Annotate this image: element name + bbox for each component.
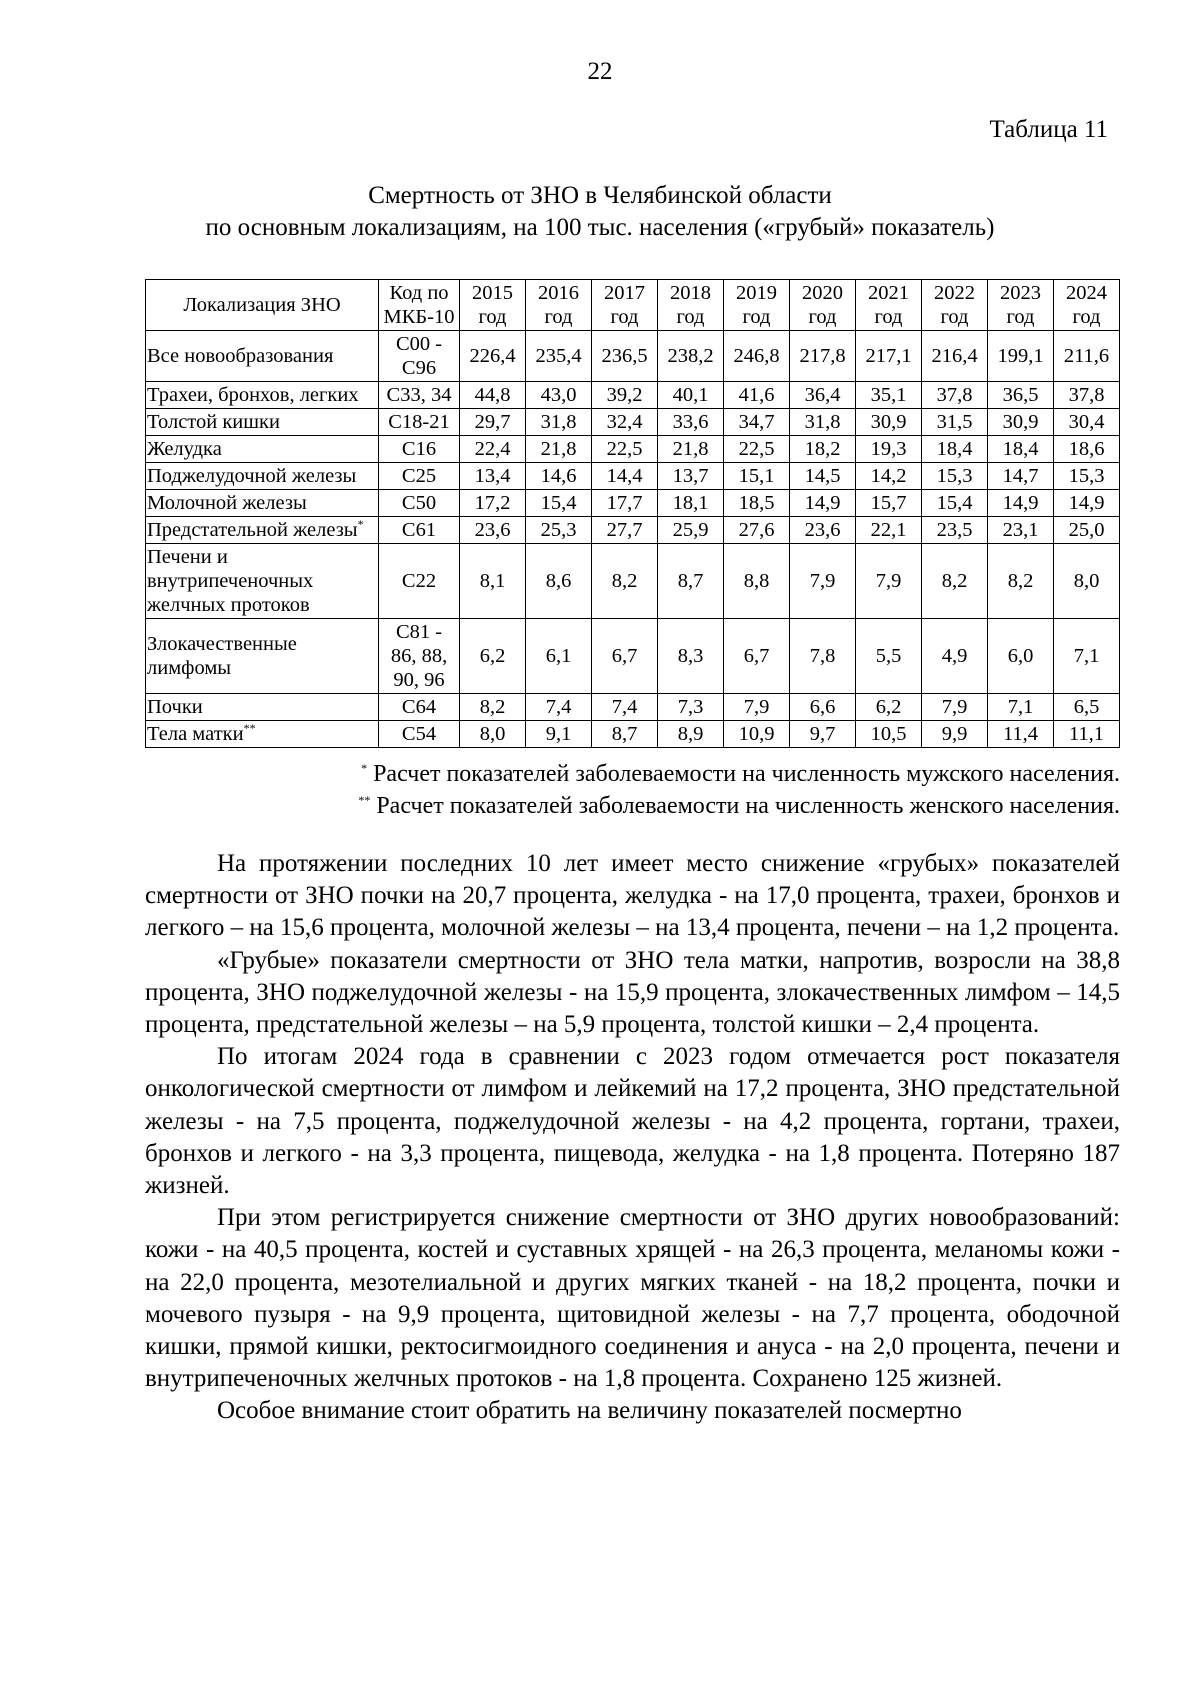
row-value: 17,7 xyxy=(592,490,658,517)
row-value: 235,4 xyxy=(526,331,592,382)
header-year-value: 2022 xyxy=(934,282,975,304)
row-localization xyxy=(146,544,379,619)
row-value: 9,7 xyxy=(790,721,856,748)
row-localization xyxy=(146,517,379,544)
row-value: 44,8 xyxy=(460,382,526,409)
row-value: 6,6 xyxy=(790,694,856,721)
header-year xyxy=(922,280,988,331)
header-row xyxy=(146,280,1120,331)
row-localization xyxy=(146,382,379,409)
row-value: 25,0 xyxy=(1054,517,1120,544)
row-value: 37,8 xyxy=(1054,382,1120,409)
row-value: 18,6 xyxy=(1054,436,1120,463)
row-value: 217,1 xyxy=(856,331,922,382)
row-value: 8,1 xyxy=(460,544,526,619)
footnote-male xyxy=(358,758,1120,790)
row-value: 7,9 xyxy=(922,694,988,721)
row-value: 14,7 xyxy=(988,463,1054,490)
header-year-value: 2015 xyxy=(472,282,513,304)
row-localization-text: Печени и внутрипеченочных желчных протоков xyxy=(147,546,314,616)
table-header xyxy=(146,280,1120,331)
header-year-value: 2024 xyxy=(1066,282,1107,304)
row-value: 6,2 xyxy=(460,619,526,694)
row-value: 6,5 xyxy=(1054,694,1120,721)
row-icd-code: С25 xyxy=(379,463,460,490)
header-year xyxy=(724,280,790,331)
table-row xyxy=(146,331,1120,382)
footnote-text: Расчет показателей заболеваемости на численность мужского населения. xyxy=(367,761,1120,787)
row-value: 9,1 xyxy=(526,721,592,748)
row-value: 15,4 xyxy=(922,490,988,517)
header-year xyxy=(1054,280,1120,331)
row-localization-text: Тела матки xyxy=(147,723,244,745)
row-value: 8,0 xyxy=(1054,544,1120,619)
row-icd-code: С54 xyxy=(379,721,460,748)
row-value: 18,5 xyxy=(724,490,790,517)
row-value: 217,8 xyxy=(790,331,856,382)
row-value: 23,6 xyxy=(790,517,856,544)
row-value: 8,6 xyxy=(526,544,592,619)
row-icd-code: С50 xyxy=(379,490,460,517)
header-year xyxy=(460,280,526,331)
header-year-value: 2020 xyxy=(802,282,843,304)
header-year-value: 2018 xyxy=(670,282,711,304)
row-value: 5,5 xyxy=(856,619,922,694)
row-value: 15,4 xyxy=(526,490,592,517)
table-row xyxy=(146,463,1120,490)
row-value: 25,3 xyxy=(526,517,592,544)
body-text xyxy=(145,848,1120,1428)
row-localization-text: Молочной железы xyxy=(147,492,307,514)
row-value: 31,8 xyxy=(526,409,592,436)
row-localization-text: Все новообразования xyxy=(147,345,334,367)
row-value: 6,1 xyxy=(526,619,592,694)
row-value: 6,2 xyxy=(856,694,922,721)
row-value: 8,7 xyxy=(592,721,658,748)
header-localization: Локализация ЗНО xyxy=(146,280,379,331)
row-icd-code: С64 xyxy=(379,694,460,721)
row-value: 8,2 xyxy=(592,544,658,619)
row-value: 27,7 xyxy=(592,517,658,544)
row-value: 14,9 xyxy=(790,490,856,517)
row-value: 22,5 xyxy=(724,436,790,463)
row-icd-code: С00 - С96 xyxy=(379,331,460,382)
row-icd-code: С18-21 xyxy=(379,409,460,436)
table-row xyxy=(146,544,1120,619)
row-value: 15,3 xyxy=(922,463,988,490)
row-localization xyxy=(146,619,379,694)
row-value: 22,4 xyxy=(460,436,526,463)
row-value: 8,2 xyxy=(922,544,988,619)
header-code-line-2: МКБ-10 xyxy=(383,306,455,328)
row-value: 4,9 xyxy=(922,619,988,694)
table-row xyxy=(146,721,1120,748)
row-value: 14,9 xyxy=(988,490,1054,517)
paragraph: «Грубые» показатели смертности от ЗНО тела матки, напротив, возросли на 38,8 процента, ЗНО поджелудочной железы - на 15,9 процента, злокачественных лимфом – 14,5 процента, предстательной железы – на 5,9 процента, толстой кишки – 2,4 процента. xyxy=(145,946,1120,1039)
row-localization xyxy=(146,463,379,490)
header-year-value: 2021 xyxy=(868,282,909,304)
header-year xyxy=(658,280,724,331)
row-icd-code: С22 xyxy=(379,544,460,619)
header-code-line-1: Код по xyxy=(389,282,449,304)
page-number: 22 xyxy=(587,58,613,85)
row-value: 18,2 xyxy=(790,436,856,463)
row-value: 14,5 xyxy=(790,463,856,490)
row-value: 29,7 xyxy=(460,409,526,436)
table-label: Таблица 11 xyxy=(989,116,1108,143)
row-value: 22,5 xyxy=(592,436,658,463)
header-year-value: 2017 xyxy=(604,282,645,304)
row-icd-code: С61 xyxy=(379,517,460,544)
row-value: 30,9 xyxy=(856,409,922,436)
header-year-value: 2016 xyxy=(538,282,579,304)
header-year xyxy=(856,280,922,331)
header-year-unit: год xyxy=(478,306,507,328)
row-value: 22,1 xyxy=(856,517,922,544)
row-value: 8,9 xyxy=(658,721,724,748)
header-year-unit: год xyxy=(808,306,837,328)
table-row xyxy=(146,517,1120,544)
row-value: 27,6 xyxy=(724,517,790,544)
footnote-text: Расчет показателей заболеваемости на численность женского населения. xyxy=(370,793,1120,819)
row-value: 41,6 xyxy=(724,382,790,409)
table-row xyxy=(146,436,1120,463)
row-value: 34,7 xyxy=(724,409,790,436)
row-localization xyxy=(146,436,379,463)
row-value: 14,2 xyxy=(856,463,922,490)
row-localization xyxy=(146,490,379,517)
row-value: 8,8 xyxy=(724,544,790,619)
table-row xyxy=(146,409,1120,436)
row-localization xyxy=(146,331,379,382)
header-year-unit: год xyxy=(1072,306,1101,328)
paragraph: По итогам 2024 года в сравнении с 2023 годом отмечается рост показателя онкологической смертности от лимфом и лейкемий на 17,2 процента, ЗНО предстательной железы - на 7,5 процента, поджелудочной железы - на 4,2 процента, гортани, трахеи, бронхов и легкого - на 3,3 процента, пищевода, желудка - на 1,8 процента. Потеряно 187 жизней. xyxy=(145,1043,1120,1200)
row-value: 15,3 xyxy=(1054,463,1120,490)
header-year xyxy=(526,280,592,331)
header-year-unit: год xyxy=(940,306,969,328)
table-title-line-1: Смертность от ЗНО в Челябинской области xyxy=(368,182,832,209)
row-value: 23,6 xyxy=(460,517,526,544)
row-localization-text: Почки xyxy=(147,696,203,718)
row-value: 36,5 xyxy=(988,382,1054,409)
row-value: 21,8 xyxy=(658,436,724,463)
row-value: 216,4 xyxy=(922,331,988,382)
row-value: 7,1 xyxy=(1054,619,1120,694)
row-value: 40,1 xyxy=(658,382,724,409)
footnotes xyxy=(358,758,1120,822)
row-icd-code: С33, 34 xyxy=(379,382,460,409)
row-value: 15,7 xyxy=(856,490,922,517)
row-value: 30,9 xyxy=(988,409,1054,436)
row-value: 14,9 xyxy=(1054,490,1120,517)
header-code xyxy=(379,280,460,331)
row-value: 8,2 xyxy=(460,694,526,721)
row-value: 7,8 xyxy=(790,619,856,694)
row-localization-text: Поджелудочной железы xyxy=(147,465,357,487)
row-value: 10,5 xyxy=(856,721,922,748)
row-value: 14,6 xyxy=(526,463,592,490)
header-year-value: 2023 xyxy=(1000,282,1041,304)
row-localization xyxy=(146,409,379,436)
row-value: 31,8 xyxy=(790,409,856,436)
row-value: 13,7 xyxy=(658,463,724,490)
row-localization xyxy=(146,721,379,748)
row-value: 8,7 xyxy=(658,544,724,619)
row-value: 10,9 xyxy=(724,721,790,748)
row-value: 17,2 xyxy=(460,490,526,517)
row-value: 30,4 xyxy=(1054,409,1120,436)
row-localization-text: Трахеи, бронхов, легких xyxy=(147,384,359,406)
header-year-unit: год xyxy=(874,306,903,328)
row-value: 9,9 xyxy=(922,721,988,748)
row-value: 25,9 xyxy=(658,517,724,544)
row-value: 43,0 xyxy=(526,382,592,409)
row-value: 23,1 xyxy=(988,517,1054,544)
row-value: 19,3 xyxy=(856,436,922,463)
row-value: 6,7 xyxy=(592,619,658,694)
row-value: 211,6 xyxy=(1054,331,1120,382)
footnote-female xyxy=(358,790,1120,822)
row-value: 14,4 xyxy=(592,463,658,490)
row-localization-text: Предстательной железы xyxy=(147,519,358,541)
mortality-table xyxy=(145,279,1120,748)
row-value: 37,8 xyxy=(922,382,988,409)
row-value: 31,5 xyxy=(922,409,988,436)
footnote-mark: * xyxy=(361,761,368,775)
header-year-unit: год xyxy=(544,306,573,328)
row-value: 11,4 xyxy=(988,721,1054,748)
row-value: 7,3 xyxy=(658,694,724,721)
row-value: 21,8 xyxy=(526,436,592,463)
row-value: 6,7 xyxy=(724,619,790,694)
row-value: 11,1 xyxy=(1054,721,1120,748)
row-value: 7,9 xyxy=(790,544,856,619)
row-value: 36,4 xyxy=(790,382,856,409)
row-value: 6,0 xyxy=(988,619,1054,694)
row-value: 7,9 xyxy=(724,694,790,721)
row-value: 35,1 xyxy=(856,382,922,409)
row-value: 8,3 xyxy=(658,619,724,694)
table-title-line-2: по основным локализациям, на 100 тыс. населения («грубый» показатель) xyxy=(205,214,995,241)
row-localization-text: Злокачественные лимфомы xyxy=(147,633,297,679)
row-value: 7,1 xyxy=(988,694,1054,721)
row-footnote-mark: * xyxy=(357,517,364,532)
paragraph: При этом регистрируется снижение смертности от ЗНО других новообразований: кожи - на 40,5 процента, костей и суставных хрящей - на 26,3 процента, меланомы кожи - на 22,0 процента, мезотелиальной и других мягких тканей - на 18,2 процента, почки и мочевого пузыря - на 9,9 процента, щитовидной железы - на 7,7 процента, ободочной кишки, прямой кишки, ректосигмоидного соединения и ануса - на 2,0 процента, печени и внутрипеченочных желчных протоков - на 1,8 процента. Сохранено 125 жизней. xyxy=(145,1204,1120,1393)
table-row xyxy=(146,490,1120,517)
header-year xyxy=(790,280,856,331)
row-value: 8,2 xyxy=(988,544,1054,619)
paragraph: На протяжении последних 10 лет имеет место снижение «грубых» показателей смертности от ЗНО почки на 20,7 процента, желудка - на 17,0 процента, трахеи, бронхов и легкого – на 15,6 процента, молочной железы – на 13,4 процента, печени – на 1,2 процента. xyxy=(145,850,1120,942)
table-row xyxy=(146,382,1120,409)
row-value: 238,2 xyxy=(658,331,724,382)
row-localization xyxy=(146,694,379,721)
row-value: 7,4 xyxy=(526,694,592,721)
header-year-unit: год xyxy=(610,306,639,328)
header-year-unit: год xyxy=(742,306,771,328)
row-value: 18,1 xyxy=(658,490,724,517)
row-footnote-mark: ** xyxy=(243,721,256,736)
footnote-mark: ** xyxy=(358,793,371,807)
row-icd-code: С81 - 86, 88, 90, 96 xyxy=(379,619,460,694)
row-value: 236,5 xyxy=(592,331,658,382)
row-value: 23,5 xyxy=(922,517,988,544)
row-localization-text: Желудка xyxy=(147,438,222,460)
row-value: 7,9 xyxy=(856,544,922,619)
header-year xyxy=(592,280,658,331)
table-row xyxy=(146,619,1120,694)
row-value: 33,6 xyxy=(658,409,724,436)
header-year-unit: год xyxy=(676,306,705,328)
row-icd-code: С16 xyxy=(379,436,460,463)
row-value: 32,4 xyxy=(592,409,658,436)
header-year-value: 2019 xyxy=(736,282,777,304)
table-row xyxy=(146,694,1120,721)
row-value: 7,4 xyxy=(592,694,658,721)
header-year xyxy=(988,280,1054,331)
header-year-unit: год xyxy=(1006,306,1035,328)
row-value: 199,1 xyxy=(988,331,1054,382)
row-value: 18,4 xyxy=(922,436,988,463)
row-value: 13,4 xyxy=(460,463,526,490)
row-value: 8,0 xyxy=(460,721,526,748)
row-value: 15,1 xyxy=(724,463,790,490)
row-value: 39,2 xyxy=(592,382,658,409)
row-value: 18,4 xyxy=(988,436,1054,463)
row-value: 226,4 xyxy=(460,331,526,382)
row-value: 246,8 xyxy=(724,331,790,382)
table-body xyxy=(146,331,1120,748)
paragraph: Особое внимание стоит обратить на величину показателей посмертно xyxy=(217,1397,962,1425)
table-title xyxy=(0,180,1200,244)
row-localization-text: Толстой кишки xyxy=(147,411,280,433)
